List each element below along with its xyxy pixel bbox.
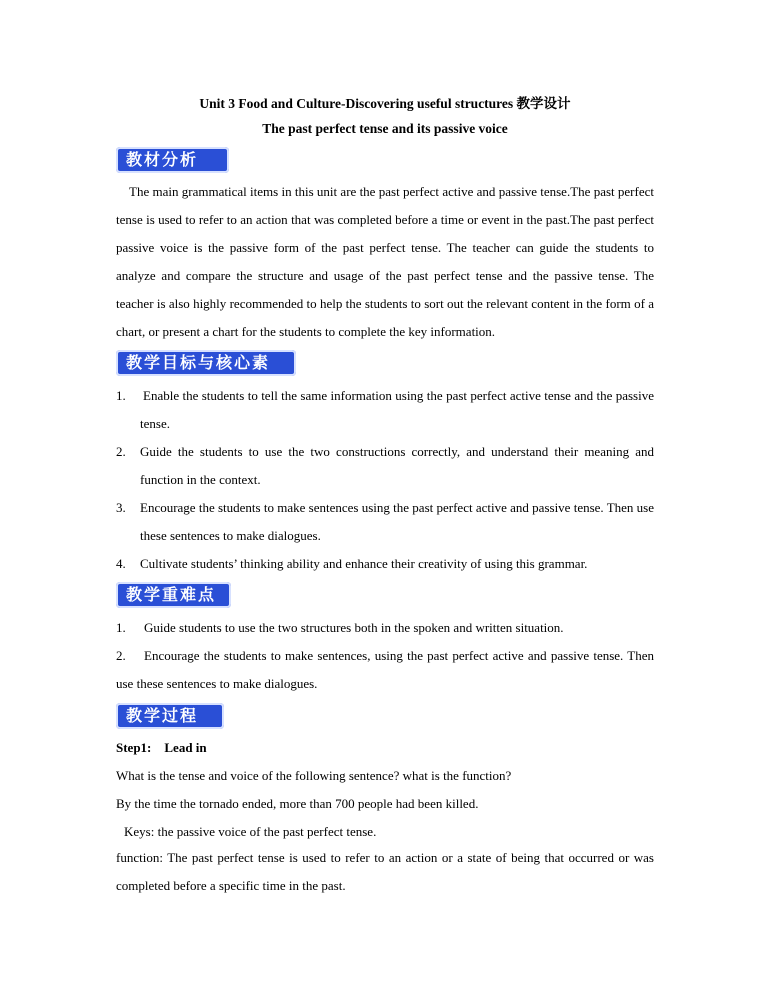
list-item: Guide students to use the two structures both in the spoken and written situation. (144, 620, 564, 635)
list-item-number: 2. (116, 648, 126, 663)
section-paragraph: The main grammatical items in this unit are the past perfect active and passive tense.The past perfect tense is used to refer to an action that was completed before a time or event in the past.The past perfect passive voice is the passive form of the past perfect tense. The teacher can guide the students to analyze and compare the structure and usage of the past perfect tense and the passive tense. The teacher is also highly recommended to help the students to sort out the relevant content in the form of a chart, or present a chart for the students to complete the key information. (116, 184, 654, 339)
section-badge-process: 教学过程 (116, 703, 224, 729)
section-badge-textbook-analysis: 教材分析 (116, 147, 229, 173)
list-item: Encourage the students to make sentences using the past perfect active and passive tense. Then use these sentences to make dialogues. (140, 500, 654, 543)
list-item: Guide the students to use the two constructions correctly, and understand their meaning and function in the context. (140, 444, 654, 487)
list-item: Encourage the students to make sentences, using the past perfect active and passive tense. Then use these sentences to make dialogues. (116, 648, 654, 691)
document-title: Unit 3 Food and Culture-Discovering useful structures 教学设计 (199, 96, 571, 111)
keys-text: Keys: the passive voice of the past perfect tense. (124, 824, 377, 839)
list-item-number: 1. (116, 620, 126, 635)
list-item-number: 1. (116, 388, 126, 403)
section-badge-key-points: 教学重难点 (116, 582, 231, 608)
document-subtitle: The past perfect tense and its passive voice (262, 121, 508, 136)
list-item-number: 4. (116, 556, 126, 571)
question-text: What is the tense and voice of the following sentence? what is the function? (116, 768, 512, 783)
step-heading: Step1: Lead in (116, 740, 207, 755)
section-badge-objectives: 教学目标与核心素养 (116, 350, 296, 376)
list-item-number: 3. (116, 500, 126, 515)
list-item-number: 2. (116, 444, 126, 459)
example-sentence: By the time the tornado ended, more than 700 people had been killed. (116, 796, 479, 811)
list-item: Cultivate students’ thinking ability and enhance their creativity of using this grammar. (140, 556, 588, 571)
list-item: Enable the students to tell the same information using the past perfect active tense and the passive tense. (140, 388, 654, 431)
function-text: function: The past perfect tense is used to refer to an action or a state of being that occurred or was completed before a specific time in the past. (116, 850, 654, 893)
